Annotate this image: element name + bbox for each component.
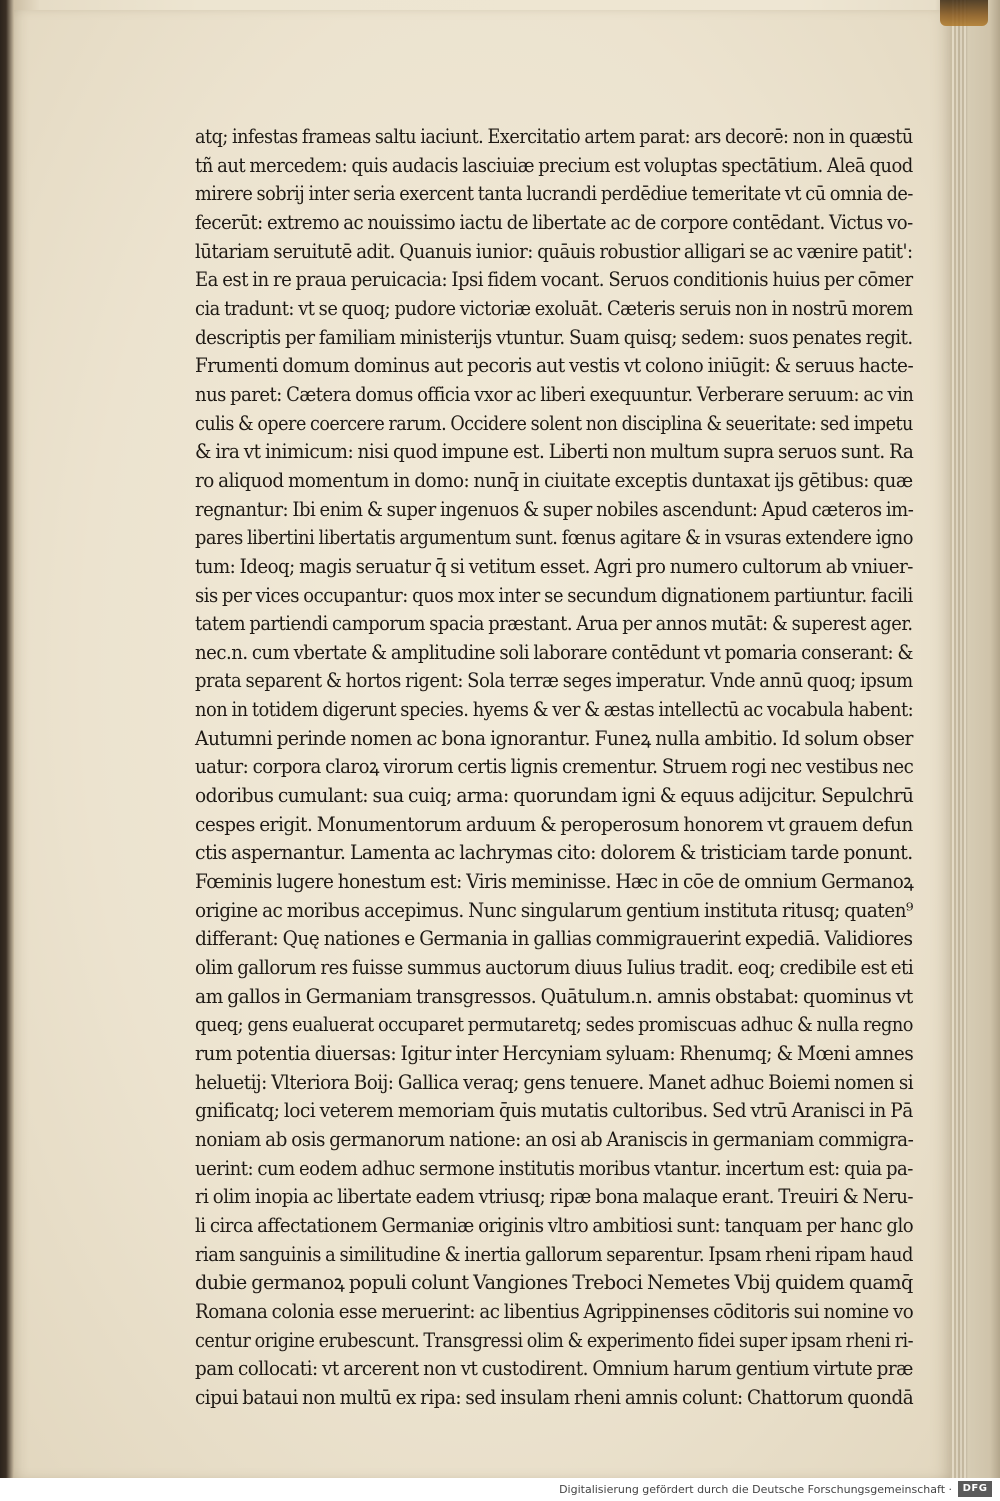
text-line: origine ac moribus accepimus. Nunc singularum gentium instituta ritusq; quaten⁹ <box>195 898 913 922</box>
text-line: odoribus cumulant: sua cuiq; arma: quorundam igni & equus adijcitur. Sepulchrū <box>195 784 914 808</box>
text-line: ri olim inopia ac libertate eadem vtriusq; ripæ bona malaque erant. Treuiri & Neru- <box>195 1185 914 1209</box>
dfg-logo: DFG <box>958 1481 992 1497</box>
text-line: differant: Quę nationes e Germania in gallias commigrauerint expediā. Validiores <box>195 927 913 951</box>
text-line: non in totidem digerunt species. hyems & ver & æstas intellectū ac vocabula habent: <box>195 698 914 722</box>
text-line: lūtariam seruitutē adit. Quanuis iunior: quāuis robustior alligari se ac vænire patit': <box>195 239 913 263</box>
footer-bar <box>0 1478 1000 1501</box>
text-line: centur origine erubescunt. Transgressi olim & experimento fidei super ipsam rheni ri- <box>195 1328 914 1352</box>
text-line: mirere sobrij inter seria exercent tanta lucrandi perdēdiue temeritate vt cū omnia de- <box>195 182 913 206</box>
text-line: pares libertini libertatis argumentum sunt. fœnus agitare & in vsuras extendere igno <box>195 526 913 550</box>
text-line: cipui bataui non multū ex ripa: sed insulam rheni amnis colunt: Chattorum quondā <box>195 1385 914 1409</box>
text-line: cia tradunt: vt se quoq; pudore victoriæ exoluāt. Cæteris seruis non in nostrū morem <box>195 296 913 320</box>
page-edges <box>950 0 966 1480</box>
text-line: sis per vices occupantur: quos mox inter se secundum dignationem partiuntur. facili <box>195 583 913 607</box>
text-line: ro aliquod momentum in domo: nunq̄ in ciuitate exceptis duntaxat ijs gētibus: quæ <box>195 468 913 492</box>
text-line: & ira vt inimicum: nisi quod impune est. Liberti non multum supra seruos sunt. Ra <box>195 440 914 464</box>
text-line: heluetij: Vlteriora Boij: Gallica veraq; gens tenuere. Manet adhuc Boiemi nomen si <box>195 1070 914 1094</box>
text-line: olim gallorum res fuisse summus auctorum diuus Iulius tradit. eoq; credibile est eti <box>195 956 914 980</box>
text-line: dubie germanoꝝ populi colunt Vangiones Treboci Nemetes Vbij quidem quamq̄ <box>195 1271 913 1295</box>
text-line: gnificatq; loci veterem memoriam q̄uis mutatis cultoribus. Sed vtrū Aranisci in Pā <box>195 1099 913 1123</box>
text-line: riam sanguinis a similitudine & inertia gallorum separentur. Ipsam rheni ripam haud <box>195 1242 913 1266</box>
text-line: tñ aut mercedem: quis audacis lasciuiæ precium est voluptas spectātium. Aleā quod <box>195 153 913 177</box>
text-line: nec.n. cum vbertate & amplitudine soli laborare contēdunt vt pomaria conserant: & <box>195 640 913 664</box>
text-line: Frumenti domum dominus aut pecoris aut vestis vt colono iniūgit: & seruus hacte- <box>195 354 914 378</box>
text-line: noniam ab osis germanorum natione: an osi ab Araniscis in germaniam commigra- <box>195 1127 914 1151</box>
text-line: nus paret: Cætera domus officia vxor ac liberi exequuntur. Verberare seruum: ac vin <box>195 382 914 406</box>
text-line: li circa affectationem Germaniæ originis vltro ambitiosi sunt: tanquam per hanc glo <box>195 1213 914 1237</box>
text-line: pam collocati: vt arcerent non vt custodirent. Omnium harum gentium virtute præ <box>195 1357 913 1381</box>
text-line: cespes erigit. Monumentorum arduum & peroperosum honorem vt grauem defun <box>195 812 913 836</box>
text-line: uerint: cum eodem adhuc sermone institutis moribus vtantur. incertum est: quia pa- <box>195 1156 913 1180</box>
text-line: Romana colonia esse meruerint: ac libentius Agrippinenses cōditoris sui nomine vo <box>195 1299 914 1323</box>
text-line: Ea est in re praua peruicacia: Ipsi fidem vocant. Seruos conditionis huius per cōmer <box>195 268 913 292</box>
text-line: ctis aspernantur. Lamenta ac lachrymas cito: dolorem & tristiciam tarde ponunt. <box>195 841 913 865</box>
text-line: Autumni perinde nomen ac bona ignorantur. Funeꝝ nulla ambitio. Id solum obser <box>195 726 913 750</box>
text-line: Fœminis lugere honestum est: Viris meminisse. Hæc in cōe de omnium Germanoꝝ <box>195 870 914 894</box>
text-line: fecerūt: extremo ac nouissimo iactu de libertate ac de corpore contēdant. Victus vo- <box>195 210 913 234</box>
text-line: tum: Ideoq; magis seruatur q̄ si vetitum esset. Agri pro numero cultorum ab vniuer- <box>195 554 913 578</box>
text-line: tatem partiendi camporum spacia præstant. Arua per annos mutāt: & superest ager. <box>195 612 913 636</box>
footer-text: Digitalisierung gefördert durch die Deutsche Forschungsgemeinschaft · <box>559 1483 952 1496</box>
text-line: uatur: corpora claroꝝ virorum certis lignis crementur. Struem rogi nec vestibus nec <box>195 755 914 779</box>
binding-ribbon <box>940 0 988 26</box>
text-line: atq; infestas frameas saltu iaciunt. Exercitatio artem parat: ars decorē: non in quæstū <box>195 125 913 148</box>
text-line: rum potentia diuersas: Igitur inter Hercyniam syluam: Rhenumq; & Mœni amnes <box>195 1042 914 1065</box>
text-line: descriptis per familiam ministerijs vtuntur. Suam quisq; sedem: suos penates regit. <box>195 325 913 349</box>
text-block <box>195 123 915 1413</box>
text-line: am gallos in Germaniam transgressos. Quātulum.n. amnis obstabat: quominus vt <box>195 984 913 1008</box>
text-line: regnantur: Ibi enim & super ingenuos & super nobiles ascendunt: Apud cæteros im- <box>195 497 914 521</box>
text-line: culis & opere coercere rarum. Occidere solent non disciplina & seueritate: sed impetu <box>195 411 913 435</box>
text-line: queq; gens eualuerat occuparet permutaretq; sedes promiscuas adhuc & nulla regno <box>195 1013 913 1037</box>
text-line: prata separent & hortos rigent: Sola terræ seges imperatur. Vnde annū quoq; ipsum <box>195 669 913 693</box>
